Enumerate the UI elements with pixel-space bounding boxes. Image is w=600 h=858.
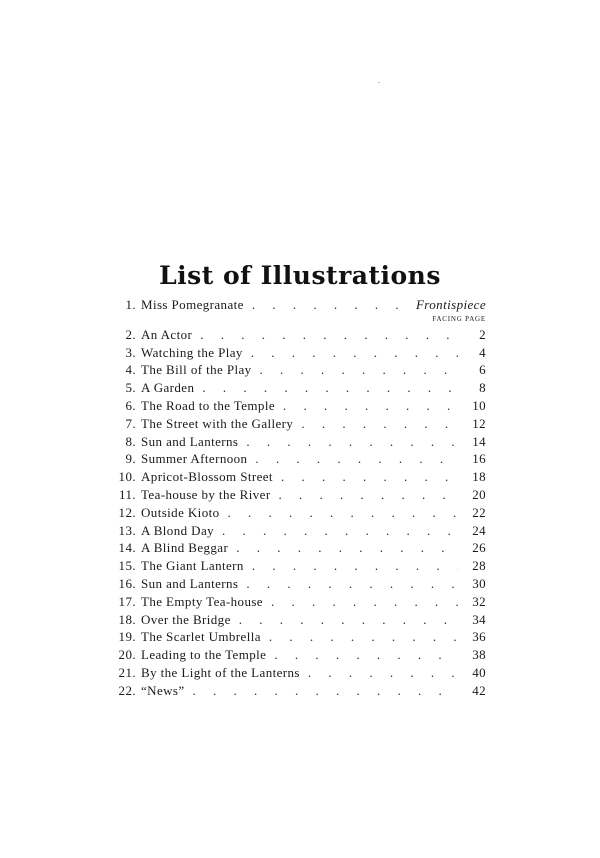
entry-title: Summer Afternoon (141, 451, 248, 467)
page-number: 42 (472, 682, 486, 698)
dot-leader (239, 612, 458, 628)
dot-leader (246, 576, 458, 592)
page-number: 30 (472, 575, 486, 591)
entry-title: The Street with the Gallery (141, 415, 294, 431)
entry-title: Outside Kioto (141, 504, 220, 520)
entry-title: Miss Pomegranate (141, 297, 244, 312)
page-number: 4 (479, 344, 486, 360)
entry-title: Apricot-Blossom Street (141, 469, 273, 485)
dot-leader (246, 434, 458, 450)
entry-number: 10. (118, 469, 136, 485)
entry-number: 7. (125, 415, 136, 431)
illustration-entry (104, 434, 486, 452)
entry-number: 18. (118, 611, 136, 627)
entry-title: The Scarlet Umbrella (141, 629, 261, 645)
dot-leader (301, 416, 458, 432)
entry-number: 21. (118, 664, 136, 680)
dot-leader (281, 469, 458, 485)
illustration-entry (104, 297, 486, 315)
illustration-entry (104, 576, 486, 594)
entry-number: 11. (119, 486, 136, 502)
entry-title: Sun and Lanterns (141, 433, 239, 449)
entry-number: 12. (118, 504, 136, 520)
facing-page-heading: FACING PAGE (432, 314, 486, 323)
entry-title: A Blind Beggar (141, 540, 229, 556)
illustration-entry (104, 380, 486, 398)
dot-leader (279, 487, 458, 503)
illustration-entry (104, 469, 486, 487)
dot-leader (202, 380, 458, 396)
illustration-entry (104, 416, 486, 434)
illustration-entry (104, 594, 486, 612)
illustration-entry (104, 362, 486, 380)
frontispiece-label: Frontispiece (415, 297, 486, 312)
page-number: 14 (472, 433, 486, 449)
illustration-entry (104, 647, 486, 665)
page-number: 2 (479, 326, 486, 342)
page-number: 20 (472, 486, 486, 502)
entry-title: “News” (141, 682, 185, 698)
entry-number: 22. (118, 682, 136, 698)
page-number: 12 (472, 415, 486, 431)
page-number: 8 (479, 380, 486, 396)
page-number: 22 (472, 504, 486, 520)
dot-leader (260, 362, 458, 378)
illustration-entry (104, 665, 486, 683)
illustration-entry (104, 629, 486, 647)
entry-title: A Garden (141, 380, 195, 396)
entry-title: Tea-house by the River (141, 486, 271, 502)
dot-leader (252, 297, 408, 313)
page-number: 40 (472, 664, 486, 680)
dot-leader (283, 398, 458, 414)
page-number: 16 (472, 451, 486, 467)
entry-number: 4. (125, 362, 136, 378)
page-number: 24 (472, 522, 486, 538)
entry-number: 5. (125, 380, 136, 396)
dot-leader (251, 345, 458, 361)
illustration-entry (104, 540, 486, 558)
entry-number: 6. (125, 397, 136, 413)
entry-title: The Giant Lantern (141, 558, 244, 574)
entry-title: The Road to the Temple (141, 397, 276, 413)
entry-number: 2. (125, 326, 136, 342)
illustration-entry (104, 505, 486, 523)
page-number: 6 (479, 362, 486, 378)
entry-title: Watching the Play (141, 344, 243, 360)
page-number: 18 (472, 469, 486, 485)
dot-leader (228, 505, 458, 521)
page-number: 10 (472, 397, 486, 413)
dot-leader (236, 540, 458, 556)
entry-title: Over the Bridge (141, 611, 231, 627)
dot-leader (222, 523, 458, 539)
illustration-entry (104, 327, 486, 345)
page-number: 38 (472, 647, 486, 663)
paper-speck (378, 82, 380, 83)
entry-number: 19. (118, 629, 136, 645)
illustration-entry (104, 612, 486, 630)
page-title: List of Illustrations (159, 260, 441, 290)
entry-number: 20. (118, 647, 136, 663)
entry-title: Sun and Lanterns (141, 575, 239, 591)
page-number: 26 (472, 540, 486, 556)
dot-leader (274, 647, 458, 663)
entry-title: An Actor (141, 326, 193, 342)
entry-title: By the Light of the Lanterns (141, 664, 300, 680)
entry-number: 16. (118, 575, 136, 591)
entry-title: The Bill of the Play (141, 362, 252, 378)
entry-number: 8. (125, 433, 136, 449)
page-number: 28 (472, 558, 486, 574)
dot-leader (255, 451, 458, 467)
illustration-entry (104, 451, 486, 469)
illustration-entry (104, 523, 486, 541)
entry-number: 3. (125, 344, 136, 360)
dot-leader (252, 558, 458, 574)
page-number: 36 (472, 629, 486, 645)
dot-leader (200, 327, 458, 343)
illustration-entry (104, 345, 486, 363)
dot-leader (308, 665, 458, 681)
illustration-entry (104, 398, 486, 416)
illustration-entry (104, 558, 486, 576)
entry-number: 13. (118, 522, 136, 538)
page-number: 32 (472, 593, 486, 609)
dot-leader (271, 594, 458, 610)
dot-leader (193, 683, 458, 699)
entry-number: 14. (118, 540, 136, 556)
entry-title: The Empty Tea-house (141, 593, 263, 609)
page-number: 34 (472, 611, 486, 627)
dot-leader (269, 629, 458, 645)
entry-title: A Blond Day (141, 522, 215, 538)
entry-number: 9. (125, 451, 136, 467)
entry-number: 17. (118, 593, 136, 609)
illustration-entry (104, 683, 486, 701)
illustration-entry (104, 487, 486, 505)
entry-number: 15. (118, 558, 136, 574)
entry-title: Leading to the Temple (141, 647, 267, 663)
entry-number: 1. (125, 297, 136, 312)
illustrations-list (104, 297, 486, 701)
